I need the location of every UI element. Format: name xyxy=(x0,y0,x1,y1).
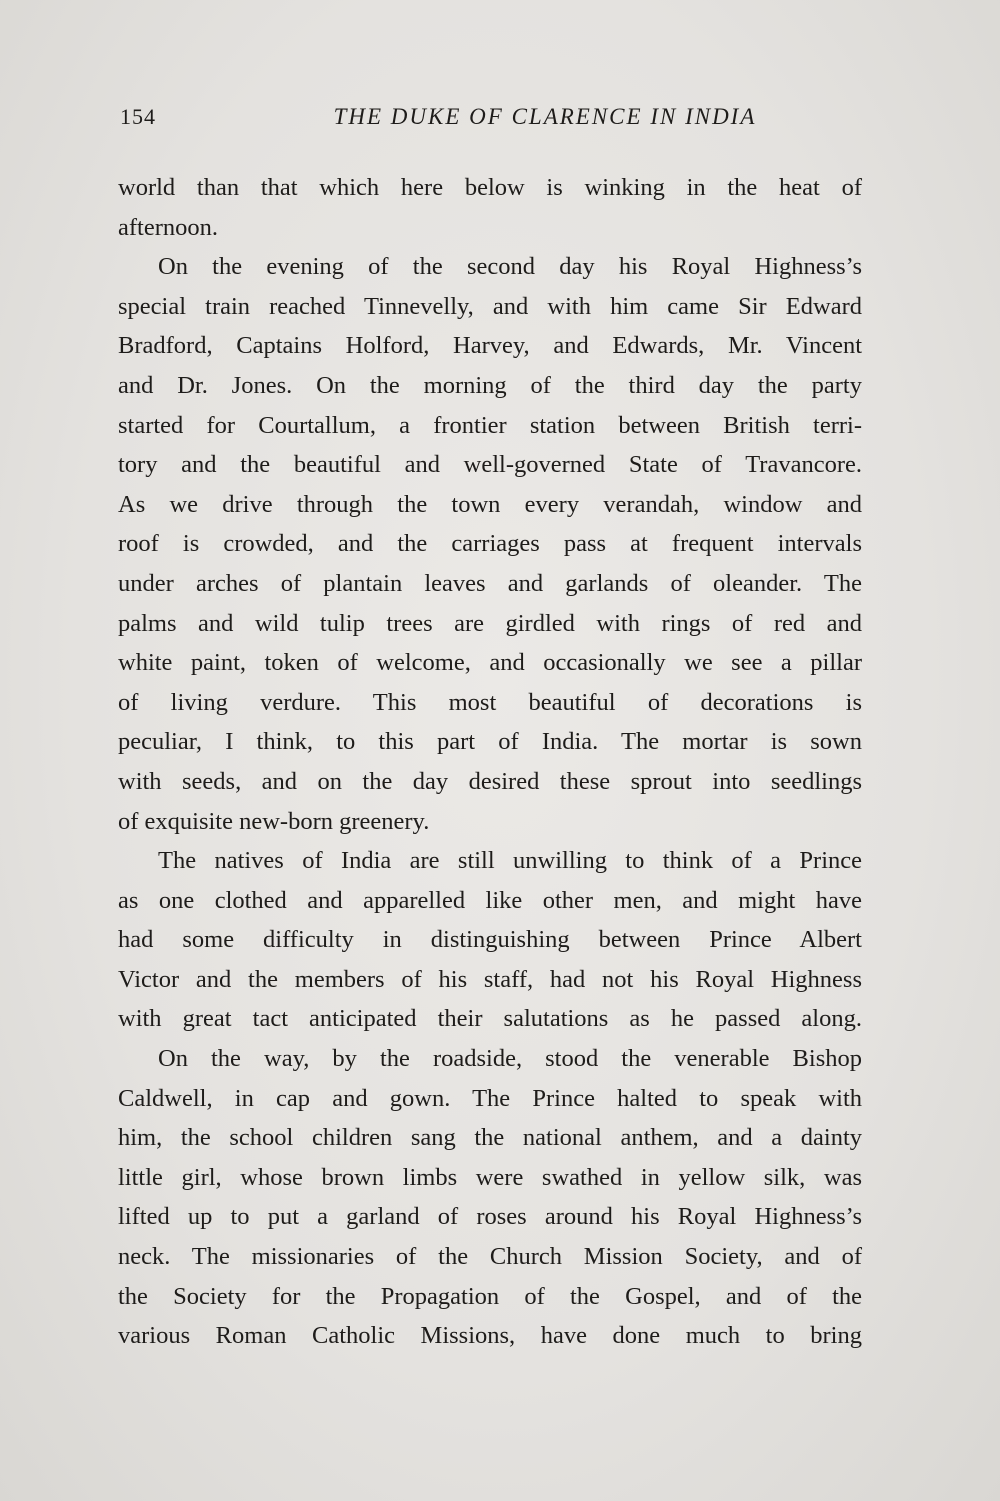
text-line: of exquisite new-born greenery. xyxy=(118,807,430,835)
text-line: neck. The missionaries of the Church Mission Society, and of xyxy=(118,1243,862,1271)
text-line: as one clothed and apparelled like other men, and might have xyxy=(118,886,862,914)
text-line: afternoon. xyxy=(118,213,218,241)
page-number: 154 xyxy=(120,104,156,129)
running-title: THE DUKE OF CLARENCE IN INDIA xyxy=(333,104,757,129)
text-line: Bradford, Captains Holford, Harvey, and Edwards, Mr. Vincent xyxy=(118,332,862,360)
text-line: Caldwell, in cap and gown. The Prince halted to speak with xyxy=(118,1084,862,1112)
text-line: world than that which here below is winking in the heat of xyxy=(118,174,862,201)
text-line: roof is crowded, and the carriages pass at frequent intervals xyxy=(118,530,862,558)
text-line: started for Courtallum, a frontier station between British terri- xyxy=(118,411,862,439)
text-line: On the evening of the second day his Royal Highness’s xyxy=(158,253,862,281)
text-line: white paint, token of welcome, and occasionally we see a pillar xyxy=(118,649,862,677)
text-line: tory and the beautiful and well-governed State of Travancore. xyxy=(118,451,862,479)
text-line: various Roman Catholic Missions, have done much to bring xyxy=(118,1322,862,1350)
text-line: of living verdure. This most beautiful of decorations is xyxy=(118,688,862,716)
text-line: him, the school children sang the national anthem, and a dainty xyxy=(118,1124,862,1152)
text-line: the Society for the Propagation of the Gospel, and of the xyxy=(118,1282,862,1310)
text-line: peculiar, I think, to this part of India. The mortar is sown xyxy=(118,728,862,756)
text-line: As we drive through the town every verandah, window and xyxy=(118,490,862,518)
text-line: had some difficulty in distinguishing between Prince Albert xyxy=(118,926,862,954)
text-line: little girl, whose brown limbs were swathed in yellow silk, was xyxy=(118,1163,862,1191)
running-head xyxy=(120,104,860,138)
text-line: with great tact anticipated their salutations as he passed along. xyxy=(118,1005,862,1033)
text-line: On the way, by the roadside, stood the venerable Bishop xyxy=(158,1045,862,1073)
text-line: Victor and the members of his staff, had not his Royal Highness xyxy=(118,965,862,993)
text-line: palms and wild tulip trees are girdled with rings of red and xyxy=(118,609,862,637)
body-text xyxy=(118,168,862,1356)
text-line: lifted up to put a garland of roses around his Royal Highness’s xyxy=(118,1203,862,1231)
text-line: under arches of plantain leaves and garlands of oleander. The xyxy=(118,569,862,597)
text-line: with seeds, and on the day desired these sprout into seedlings xyxy=(118,767,862,795)
text-line: special train reached Tinnevelly, and with him came Sir Edward xyxy=(118,292,862,320)
text-line: and Dr. Jones. On the morning of the third day the party xyxy=(118,371,862,399)
text-line: The natives of India are still unwilling to think of a Prince xyxy=(158,847,862,875)
